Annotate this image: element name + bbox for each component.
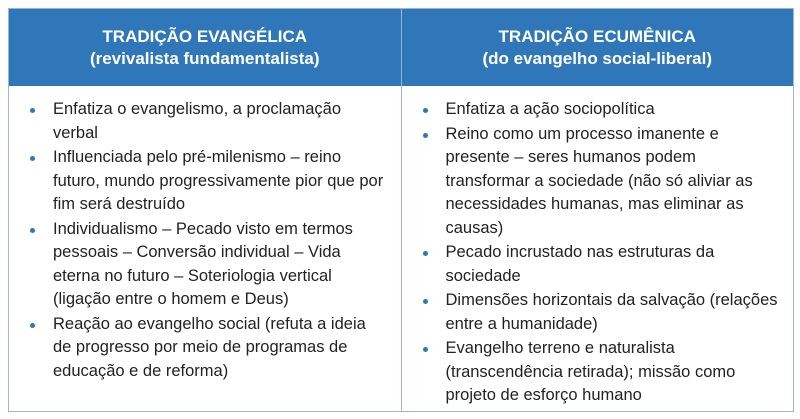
list-item (416, 289, 780, 336)
item-text: Individualismo – Pecado visto em termos pessoais – Conversão individual – Vida eterna no futuro – Soteriologia vertical (ligação entre o homem e Deus) (53, 219, 353, 308)
table-body (9, 86, 793, 411)
bullet-icon (423, 108, 428, 113)
bullet-icon (423, 299, 428, 304)
item-text: Influenciada pelo pré-milenismo – reino futuro, mundo progressivamente pior que por fim será destruído (53, 148, 384, 213)
column-subtitle: (revivalista fundamentalista) (89, 48, 320, 68)
list-item (416, 123, 780, 241)
bullet-icon (30, 156, 35, 161)
column-title: TRADIÇÃO ECUMÊNICA (498, 26, 696, 46)
table-header (9, 9, 793, 86)
list-item (416, 337, 780, 408)
bullet-icon (30, 228, 35, 233)
list-item (23, 98, 387, 145)
bullet-icon (423, 133, 428, 138)
bullet-icon (423, 251, 428, 256)
bullet-icon (423, 347, 428, 352)
bullet-icon (30, 108, 35, 113)
item-list (416, 98, 780, 408)
list-item (23, 218, 387, 312)
comparison-table (8, 8, 794, 412)
column-ecumenical (401, 86, 794, 411)
item-text: Enfatiza a ação sociopolítica (445, 100, 655, 118)
header-ecumenical (401, 9, 794, 86)
item-text: Dimensões horizontais da salvação (relações entre a humanidade) (445, 291, 778, 333)
item-list (23, 98, 387, 383)
list-item (416, 241, 780, 288)
item-text: Reino como um processo imanente e presente – seres humanos podem transformar a sociedade (não só aliviar as necessidades humanas, mas eliminar as causas) (445, 124, 753, 237)
header-evangelical (9, 9, 401, 86)
column-title: TRADIÇÃO EVANGÉLICA (102, 26, 308, 46)
bullet-icon (30, 323, 35, 328)
list-item (23, 146, 387, 217)
column-evangelical (9, 86, 401, 411)
item-text: Pecado incrustado nas estruturas da sociedade (445, 243, 715, 285)
item-text: Enfatiza o evangelismo, a proclamação verbal (53, 100, 341, 142)
list-item (23, 313, 387, 384)
column-subtitle: (do evangelho social-liberal) (482, 48, 713, 68)
list-item (416, 98, 780, 122)
item-text: Reação ao evangelho social (refuta a ideia de progresso por meio de programas de educação e de reforma) (53, 314, 366, 380)
item-text: Evangelho terreno e naturalista (transcendência retirada); missão como projeto de esforço humano (445, 339, 736, 404)
